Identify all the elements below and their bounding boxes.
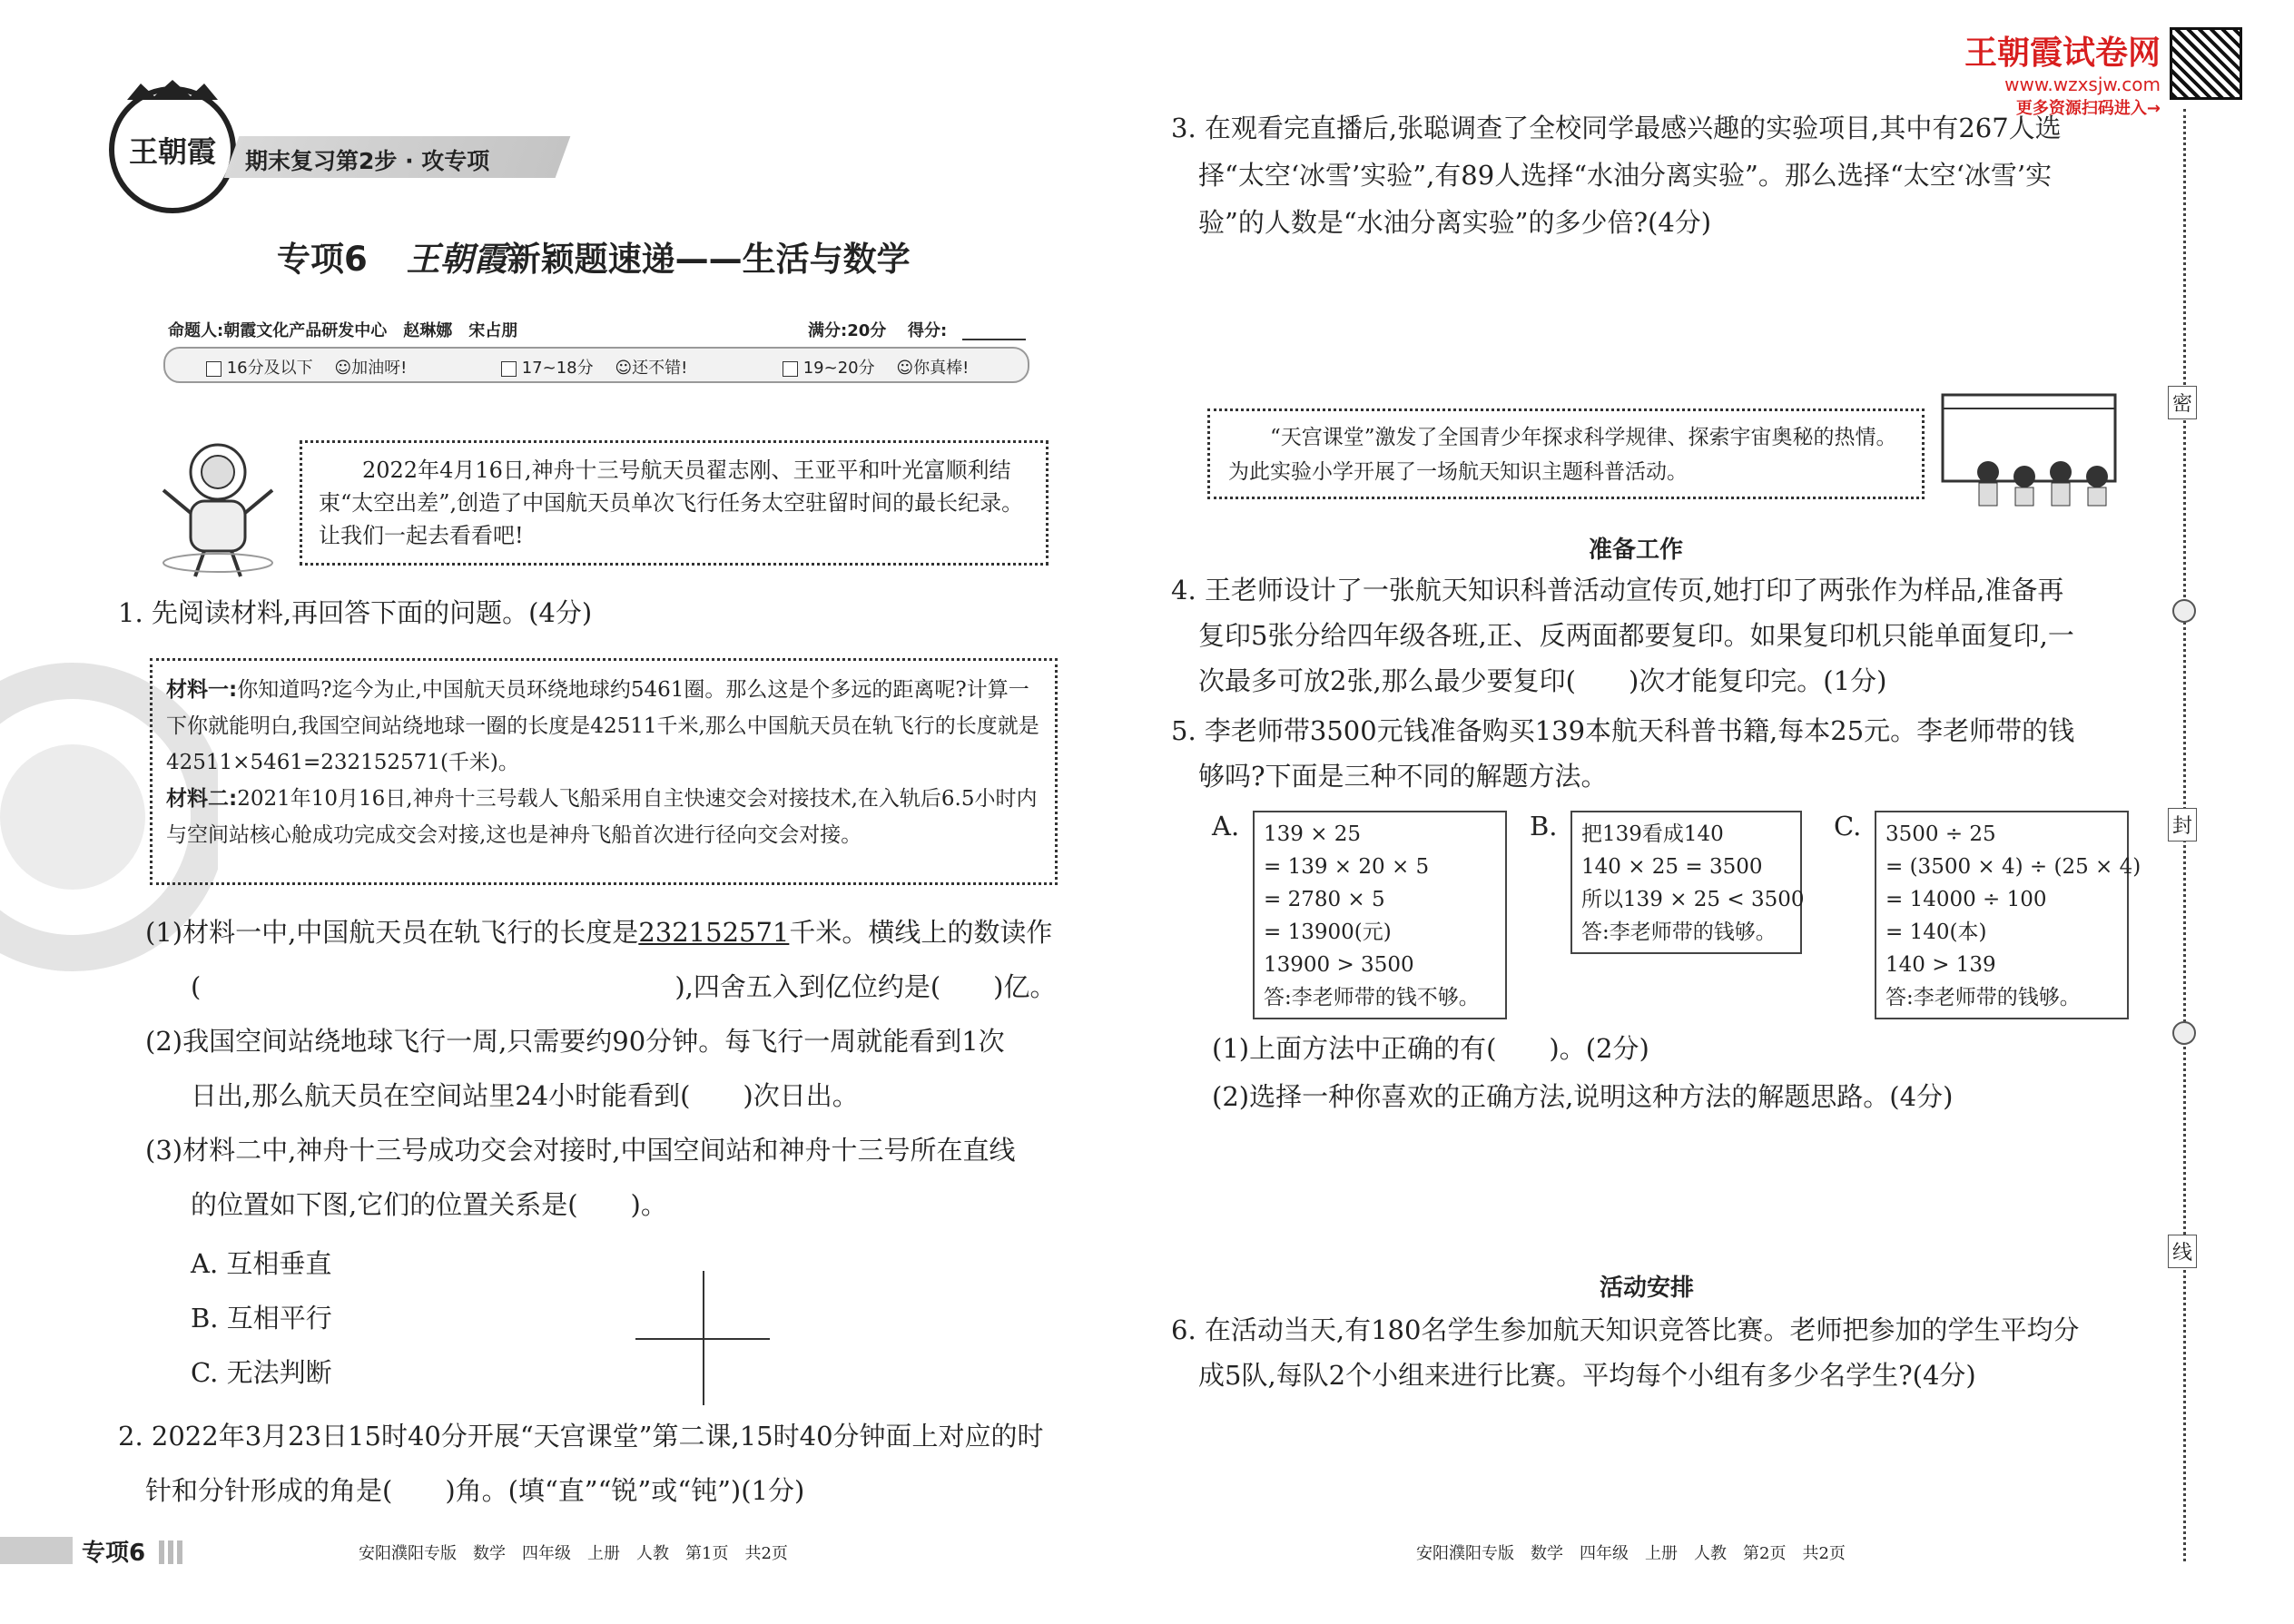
method-a-step: 139 × 25 xyxy=(1264,822,1362,846)
logo-badge xyxy=(109,86,236,213)
rating-comment: 还不错! xyxy=(632,359,688,378)
checkbox-icon[interactable] xyxy=(206,361,222,377)
q4-line3[interactable]: 次最多可放2张,那么最少要复印( )次才能复印完。(1分) xyxy=(1198,665,1887,696)
section-prep: 准备工作 xyxy=(1589,536,1684,564)
method-b-step: 答:李老师带的钱够。 xyxy=(1581,920,1777,944)
q1-part2-line2[interactable]: 日出,那么航天员在空间站里24小时能看到( )次日出。 xyxy=(191,1080,859,1111)
checkbox-icon[interactable] xyxy=(783,361,798,377)
full-score: 满分:20分 xyxy=(808,321,887,340)
q5-method-c[interactable] xyxy=(1875,811,2141,1019)
title-rest: 新颖题速递——生活与数学 xyxy=(507,240,911,279)
rating-3 xyxy=(783,355,969,379)
material-1-text: 你知道吗?迄今为止,中国航天员环绕地球约5461圈。那么这是个多远的距离呢?计算一下你就能明白,我国空间站绕地球一圈的长度是42511千米,那么中国航天员在轨飞行的长度就是42511×5461=232152571(千米)。 xyxy=(166,678,1039,774)
logo-text: 王朝霞 xyxy=(128,134,216,169)
q1-option-a[interactable]: A. 互相垂直 xyxy=(191,1248,332,1279)
rating-range: 16分及以下 xyxy=(226,359,313,378)
authors: 命题人:朝霞文化产品研发中心 赵琳娜 宋占朋 xyxy=(168,321,518,340)
method-c-step: 140 > 139 xyxy=(1885,953,1996,977)
q3-line3: 验”的人数是“水油分离实验”的多少倍?(4分) xyxy=(1198,207,1712,238)
classroom-illustration xyxy=(1934,390,2124,508)
section-activity: 活动安排 xyxy=(1600,1275,1695,1302)
crown-icon xyxy=(127,80,218,100)
footer-tab: 专项6 xyxy=(73,1534,154,1568)
astronaut-illustration xyxy=(150,436,286,581)
q1-option-b[interactable]: B. 互相平行 xyxy=(191,1303,332,1334)
method-c-step: 答:李老师带的钱够。 xyxy=(1885,986,2081,1009)
material-2 xyxy=(166,781,1041,853)
rating-1 xyxy=(206,355,407,379)
method-c-step: = 140(本) xyxy=(1885,920,1987,944)
q5-line1: 5. 李老师带3500元钱准备购买139本航天科普书籍,每本25元。李老师带的钱 xyxy=(1171,715,2075,746)
q5-method-a[interactable] xyxy=(1253,811,1507,1019)
seal-mark-3: 线 xyxy=(2168,1235,2197,1268)
q5-part1[interactable]: (1)上面方法中正确的有( )。(2分) xyxy=(1212,1033,1649,1064)
method-a-step: = 139 × 20 × 5 xyxy=(1264,855,1430,879)
footer-deco xyxy=(159,1540,182,1564)
q4-line1: 4. 王老师设计了一张航天知识科普活动宣传页,她打印了两张作为样品,准备再 xyxy=(1171,575,2064,605)
score-label: 得分: xyxy=(908,321,948,340)
q1-part3-line2[interactable]: 的位置如下图,它们的位置关系是( )。 xyxy=(191,1189,667,1220)
q3-line2: 择“太空‘冰雪’实验”,有89人选择“水油分离实验”。那么选择“太空‘冰雪’实 xyxy=(1198,160,2053,191)
footer-tab-bar xyxy=(0,1537,73,1564)
rating-range: 19~20分 xyxy=(802,359,875,378)
brand-scan: 更多资源扫码进入→ xyxy=(2015,99,2161,118)
q5-option-b-label: B. xyxy=(1530,811,1558,842)
page-title xyxy=(277,231,911,281)
q1-stem: 1. 先阅读材料,再回答下面的问题。(4分) xyxy=(118,597,593,628)
perpendicular-lines-diagram xyxy=(635,1271,772,1407)
title-brand: 王朝霞 xyxy=(406,239,507,279)
q1-part3-line1: (3)材料二中,神舟十三号成功交会对接时,中国空间站和神舟十三号所在直线 xyxy=(145,1135,1016,1166)
smile-icon: ☺ xyxy=(615,359,633,378)
title-prefix: 专项6 xyxy=(277,240,368,279)
rating-range: 17~18分 xyxy=(521,359,594,378)
binding-hole-icon xyxy=(2172,1021,2196,1045)
method-a-step: 答:李老师带的钱不够。 xyxy=(1264,986,1480,1009)
q6-line1: 6. 在活动当天,有180名学生参加航天知识竞答比赛。老师把参加的学生平均分 xyxy=(1171,1314,2080,1345)
q1-p1-a: (1)材料一中,中国航天员在轨飞行的长度是 xyxy=(145,917,639,948)
banner-text: 期末复习第2步 · 攻专项 xyxy=(245,148,490,174)
method-a-step: 13900 > 3500 xyxy=(1264,953,1414,977)
material-1-label: 材料一: xyxy=(166,678,238,702)
rating-comment: 加油呀! xyxy=(351,359,408,378)
q5-line2: 够吗?下面是三种不同的解题方法。 xyxy=(1198,761,1608,792)
material-1 xyxy=(166,672,1041,781)
method-a-step: = 2780 × 5 xyxy=(1264,888,1385,911)
rating-2 xyxy=(501,355,687,379)
rating-bar xyxy=(163,347,1029,383)
method-c-step: = 14000 ÷ 100 xyxy=(1885,888,2047,911)
q4-line2: 复印5张分给四年级各班,正、反两面都要复印。如果复印机只能单面复印,一 xyxy=(1198,620,2074,651)
smile-icon: ☺ xyxy=(334,359,352,378)
qr-code-icon[interactable] xyxy=(2170,27,2242,100)
footer-right: 安阳濮阳专版 数学 四年级 上册 人教 第2页 共2页 xyxy=(1416,1544,1846,1563)
q5-option-a-label: A. xyxy=(1212,811,1240,842)
q1-part1-line1 xyxy=(145,905,1052,960)
method-b-step: 所以139 × 25 < 3500 xyxy=(1581,888,1805,911)
method-a-step: = 13900(元) xyxy=(1264,920,1392,944)
q5-option-c-label: C. xyxy=(1834,811,1862,842)
material-2-text: 2021年10月16日,神舟十三号载人飞船采用自主快速交会对接技术,在入轨后6.5小时内与空间站核心舱成功完成交会对接,这也是神舟飞船首次进行径向交会对接。 xyxy=(166,787,1038,847)
intro-box: 2022年4月16日,神舟十三号航天员翟志刚、王亚平和叶光富顺利结束“太空出差”,创造了中国航天员单次飞行任务太空驻留时间的最长纪录。让我们一起去看看吧! xyxy=(300,440,1049,566)
method-b-step: 把139看成140 xyxy=(1581,822,1724,846)
q6-line2[interactable]: 成5队,每队2个小组来进行比赛。平均每个小组有多少名学生?(4分) xyxy=(1198,1360,1976,1391)
seal-mark-1: 密 xyxy=(2168,386,2197,419)
q2-line1: 2. 2022年3月23日15时40分开展“天宫课堂”第二课,15时40分钟面上对应的时 xyxy=(118,1421,1044,1452)
brand-url[interactable]: www.wzxsjw.com xyxy=(2004,74,2161,95)
checkbox-icon[interactable] xyxy=(501,361,517,377)
q3-line1: 3. 在观看完直播后,张聪调查了全校同学最感兴趣的实验项目,其中有267人选 xyxy=(1171,113,2062,143)
rating-comment: 你真棒! xyxy=(913,359,970,378)
score-blank[interactable] xyxy=(962,339,1026,340)
q1-p1-b: 千米。横线上的数读作 xyxy=(789,917,1053,948)
method-c-step: = (3500 × 4) ÷ (25 × 4) xyxy=(1885,855,2141,879)
q5-part2[interactable]: (2)选择一种你喜欢的正确方法,说明这种方法的解题思路。(4分) xyxy=(1212,1081,1954,1112)
footer-left: 安阳濮阳专版 数学 四年级 上册 人教 第1页 共2页 xyxy=(359,1544,788,1563)
method-b-step: 140 × 25 = 3500 xyxy=(1581,855,1763,879)
q2-line2[interactable]: 针和分针形成的角是( )角。(填“直”“锐”或“钝”)(1分) xyxy=(145,1475,805,1506)
intro2-box: “天宫课堂”激发了全国青少年探求科学规律、探索宇宙奥秘的热情。为此实验小学开展了一场航天知识主题科普活动。 xyxy=(1207,408,1925,499)
q1-part1-line2[interactable]: ( ),四舍五入到亿位约是( )亿。 xyxy=(191,971,1057,1002)
binding-hole-icon xyxy=(2172,599,2196,623)
q1-part2-line1: (2)我国空间站绕地球飞行一周,只需要约90分钟。每飞行一周就能看到1次 xyxy=(145,1026,1005,1057)
q5-method-b[interactable] xyxy=(1570,811,1805,954)
smile-icon: ☺ xyxy=(896,359,914,378)
seal-mark-2: 封 xyxy=(2168,808,2197,842)
material-2-label: 材料二: xyxy=(166,787,238,811)
brand-name: 王朝霞试卷网 xyxy=(1964,34,2161,72)
q1-option-c[interactable]: C. 无法判断 xyxy=(191,1357,332,1388)
method-c-step: 3500 ÷ 25 xyxy=(1885,822,1996,846)
q1-p1-number: 232152571 xyxy=(638,917,790,948)
q1-materials-box xyxy=(150,658,1058,885)
